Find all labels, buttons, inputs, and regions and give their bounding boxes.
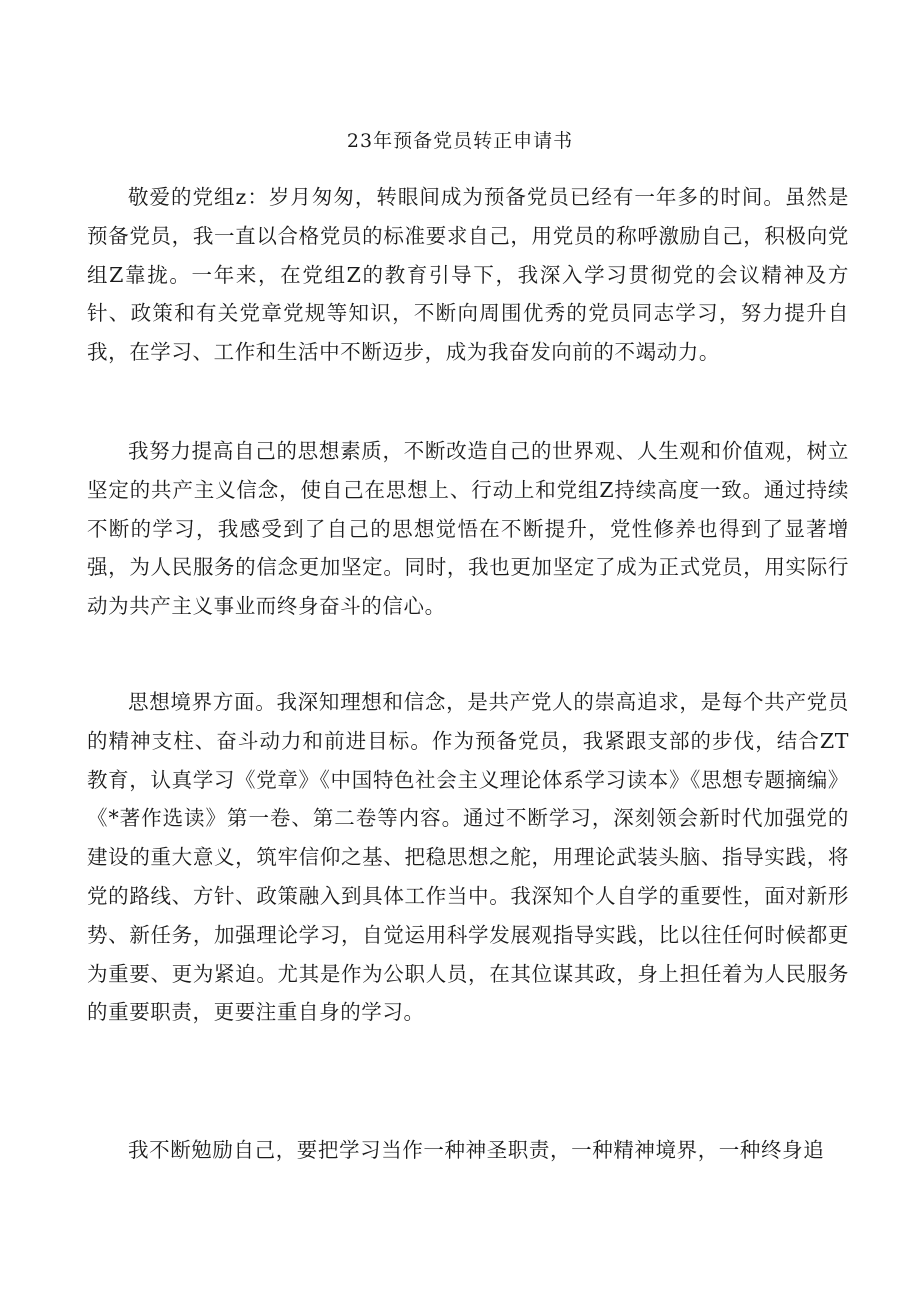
document-title: 23年预备党员转正申请书 <box>346 130 574 152</box>
paragraph-3: 思想境界方面。我深知理想和信念，是共产党人的崇高追求，是每个共产党员的精神支柱、奋斗动力和前进目标。作为预备党员，我紧跟支部的步伐，结合ZT教育，认真学习《党章》《中国特色社会主义理论体系学习读本》《思想专题摘编》《*著作选读》第一卷、第二卷等内容。通过不断学习，深刻领会新时代加强党的建设的重大意义，筑牢信仰之基、把稳思想之舵，用理论武装头脑、指导实践，将党的路线、方针、政策融入到具体工作当中。我深知个人自学的重要性，面对新形势、新任务，加强理论学习，自觉运用科学发展观指导实践，比以往任何时候都更为重要、更为紧迫。尤其是作为公职人员，在其位谋其政，身上担任着为人民服务的重要职责，更要注重自身的学习。 <box>87 690 849 1025</box>
paragraph-1: 敬爱的党组z：岁月匆匆，转眼间成为预备党员已经有一年多的时间。虽然是预备党员，我一直以合格党员的标准要求自己，用党员的称呼激励自己，积极向党组Z靠拢。一年来，在党组Z的教育引导下，我深入学习贯彻党的会议精神及方针、政策和有关党章党规等知识，不断向周围优秀的党员同志学习，努力提升自我，在学习、工作和生活中不断迈步，成为我奋发向前的不竭动力。 <box>87 185 849 365</box>
paragraph-4: 我不断勉励自己，要把学习当作一种神圣职责，一种精神境界，一种终身追 <box>128 1138 825 1162</box>
paragraph-2: 我努力提高自己的思想素质，不断改造自己的世界观、人生观和价值观，树立坚定的共产主义信念，使自己在思想上、行动上和党组Z持续高度一致。通过持续不断的学习，我感受到了自己的思想觉悟在不断提升，党性修养也得到了显著增强，为人民服务的信念更加坚定。同时，我也更加坚定了成为正式党员，用实际行动为共产主义事业而终身奋斗的信心。 <box>87 439 849 619</box>
